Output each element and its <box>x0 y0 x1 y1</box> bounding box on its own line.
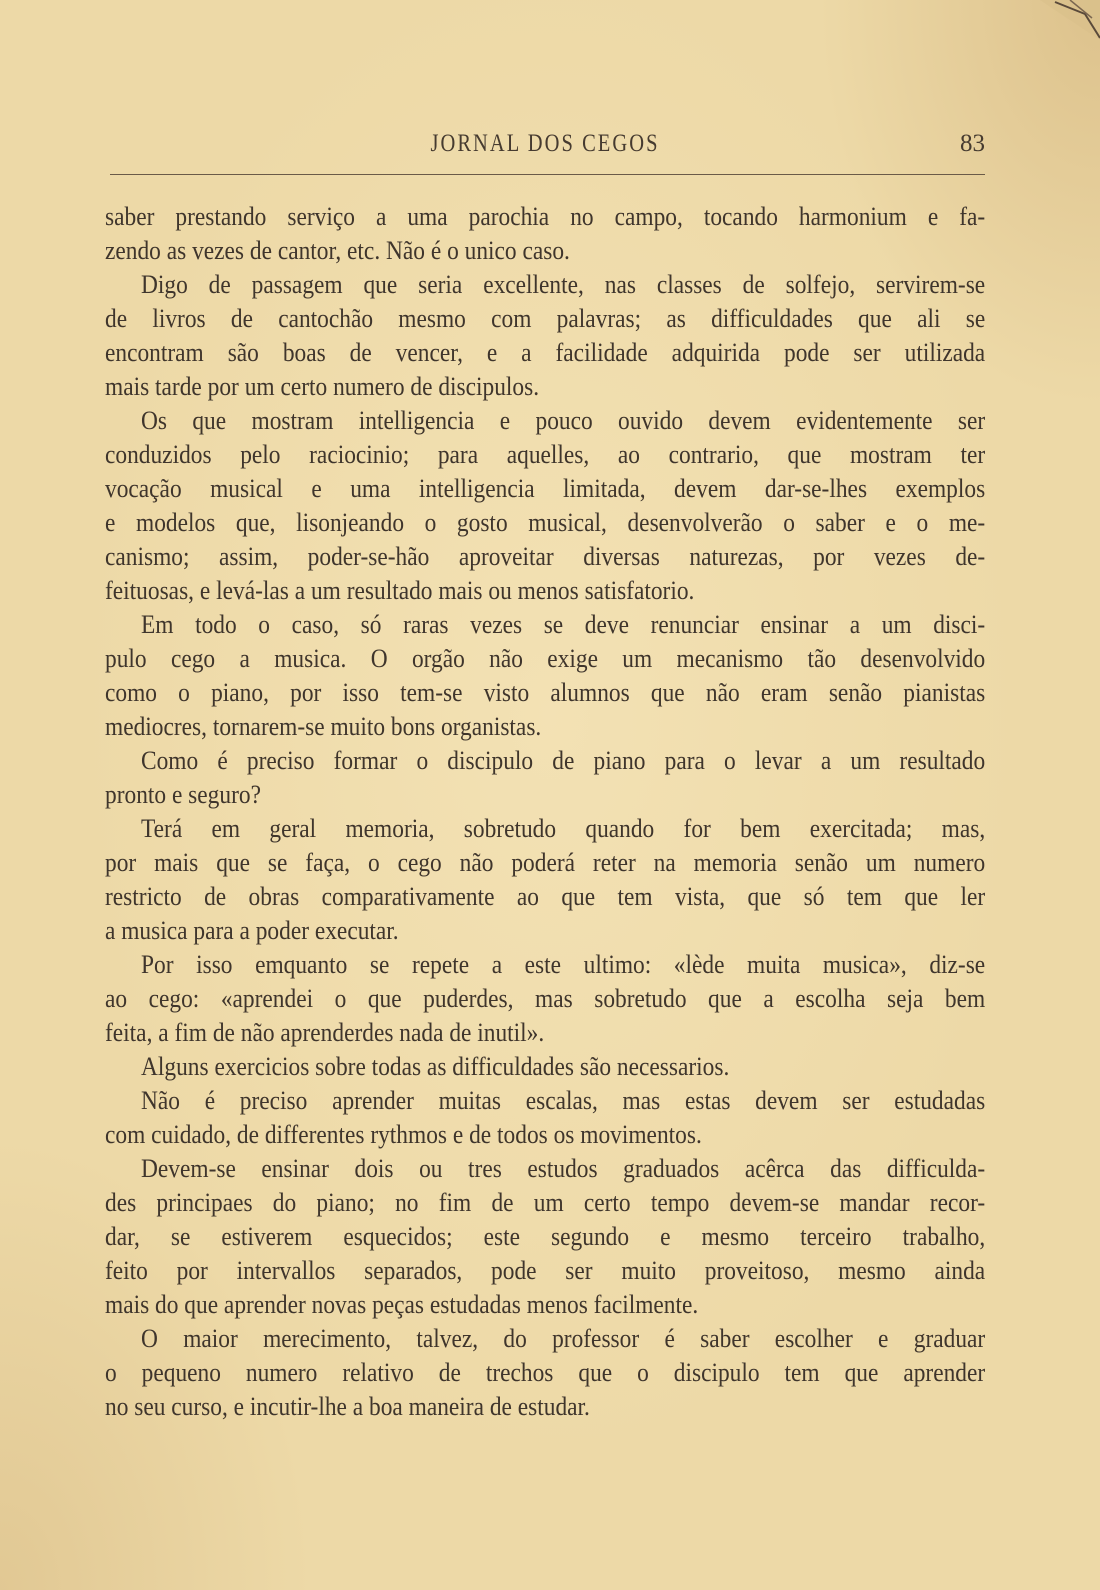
text-line: a musica para a poder executar. <box>105 916 399 945</box>
text-line: mediocres, tornarem-se muito bons organistas. <box>105 712 542 741</box>
folded-corner-mark <box>1030 0 1100 45</box>
text-line: feita, a fim de não aprenderdes nada de inutil». <box>105 1018 545 1047</box>
text-line: por mais que se faça, o cego não poderá reter na memoria senão um numero <box>105 848 986 877</box>
text-line: feituosas, e levá-las a um resultado mais ou menos satisfatorio. <box>105 576 695 605</box>
text-line: pulo cego a musica. O orgão não exige um mecanismo tão desenvolvido <box>105 644 986 673</box>
header-rule <box>110 174 985 175</box>
paragraph-first-line: Alguns exercicios sobre todas as difficuldades são necessarios. <box>141 1052 730 1081</box>
text-line: com cuidado, de differentes rythmos e de todos os movimentos. <box>105 1120 702 1149</box>
text-line: mais do que aprender novas peças estudadas menos facilmente. <box>105 1290 699 1319</box>
text-line: zendo as vezes de cantor, etc. Não é o unico caso. <box>105 236 570 265</box>
paragraph-first-line: Digo de passagem que seria excellente, nas classes de solfejo, servirem-se <box>141 270 986 299</box>
paragraph-first-line: Como é preciso formar o discipulo de piano para o levar a um resultado <box>141 746 986 775</box>
text-line: ao cego: «aprendei o que puderdes, mas sobretudo que a escolha seja bem <box>105 984 986 1013</box>
paragraph-first-line: Devem-se ensinar dois ou tres estudos graduados acêrca das difficulda- <box>141 1154 986 1183</box>
text-line: conduzidos pelo raciocinio; para aquelles, ao contrario, que mostram ter <box>105 440 986 469</box>
running-head: JORNAL DOS CEGOS <box>430 130 660 157</box>
paragraph-first-line: Em todo o caso, só raras vezes se deve renunciar ensinar a um disci- <box>141 610 986 639</box>
paragraph-first-line: O maior merecimento, talvez, do professor é saber escolher e graduar <box>141 1324 986 1353</box>
text-line: feito por intervallos separados, pode ser muito proveitoso, mesmo ainda <box>105 1256 986 1285</box>
text-line: e modelos que, lisonjeando o gosto musical, desenvolverão o saber e o me- <box>105 508 986 537</box>
text-line: canismo; assim, poder-se-hão aproveitar diversas naturezas, por vezes de- <box>105 542 986 571</box>
text-line: saber prestando serviço a uma parochia no campo, tocando harmonium e fa- <box>105 202 986 231</box>
paragraph-first-line: Os que mostram intelligencia e pouco ouvido devem evidentemente ser <box>141 406 986 435</box>
page-header <box>105 130 985 164</box>
text-line: de livros de cantochão mesmo com palavras; as difficuldades que ali se <box>105 304 986 333</box>
text-line: dar, se estiverem esquecidos; este segundo e mesmo terceiro trabalho, <box>105 1222 986 1251</box>
text-line: pronto e seguro? <box>105 780 261 809</box>
text-line: encontram são boas de vencer, e a facilidade adquirida pode ser utilizada <box>105 338 986 367</box>
text-line: como o piano, por isso tem-se visto alumnos que não eram senão pianistas <box>105 678 986 707</box>
text-line: mais tarde por um certo numero de discipulos. <box>105 372 540 401</box>
text-line: o pequeno numero relativo de trechos que o discipulo tem que aprender <box>105 1358 986 1387</box>
body-text <box>105 200 985 1424</box>
text-line: des principaes do piano; no fim de um certo tempo devem-se mandar recor- <box>105 1188 986 1217</box>
text-line: restricto de obras comparativamente ao que tem vista, que só tem que ler <box>105 882 986 911</box>
text-line: no seu curso, e incutir-lhe a boa maneira de estudar. <box>105 1392 590 1421</box>
paragraph-first-line: Por isso emquanto se repete a este ultimo: «lède muita musica», diz-se <box>141 950 986 979</box>
page-number: 83 <box>960 130 985 157</box>
paragraph-first-line: Não é preciso aprender muitas escalas, mas estas devem ser estudadas <box>141 1086 986 1115</box>
paragraph-first-line: Terá em geral memoria, sobretudo quando for bem exercitada; mas, <box>141 814 986 843</box>
text-line: vocação musical e uma intelligencia limitada, devem dar-se-lhes exemplos <box>105 474 986 503</box>
